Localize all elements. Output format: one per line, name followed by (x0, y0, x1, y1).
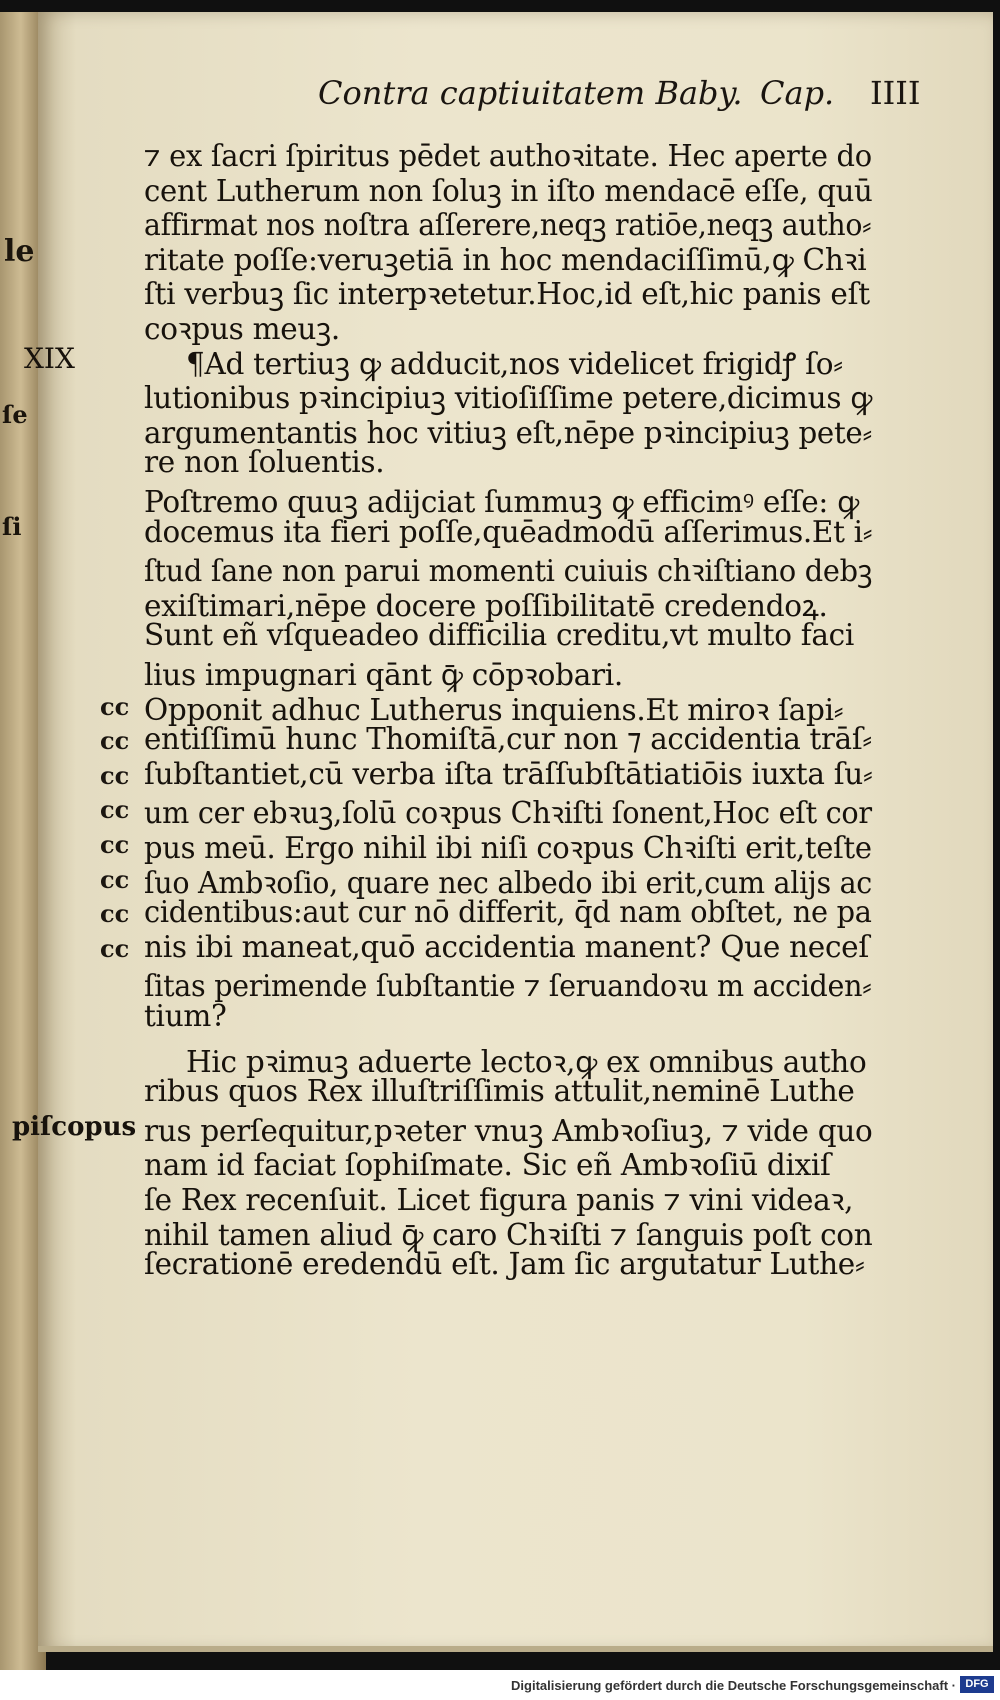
text-line: ſe Rex recenſuit. Licet figura panis ⁊ vini videaꝛ, (144, 1183, 854, 1217)
text-line: ſti verbuꝫ ſic interpꝛetetur.Hoc,id eſt,hic panis eſt (144, 277, 870, 312)
margin-numeral: XIX (24, 342, 75, 375)
page-bottom-edge (38, 1646, 993, 1652)
text-line: ſtud ſane non parui momenti cuiuis chꝛiſtiano debꝫ (144, 554, 873, 589)
prev-margin-fragment: ſi (2, 512, 22, 541)
book-page (12, 12, 993, 1652)
text-line: ribus quos Rex illuſtriſſimis attulit,neminē Luthe (144, 1074, 855, 1109)
quote-marker: cc (100, 760, 130, 790)
quote-marker: cc (100, 830, 130, 859)
text-line: re non ſoluentis. (144, 445, 385, 480)
text-line: ritate poſſe:veruꝫetiā in hoc mendaciſſimū,ꝙ Chꝛi (144, 242, 867, 277)
text-line: cidentibus:aut cur nō differit, q̄d nam obſtet, ne pa (144, 895, 872, 930)
text-line: argumentantis hoc vitiuꝫ eſt,nēpe pꝛincipiuꝫ pete⸗ (144, 415, 872, 450)
text-line: nihil tamen aliud ꝙ̄ caro Chꝛiſti ⁊ ſanguis poſt con (144, 1217, 873, 1252)
text-line: cent Lutherum non ſoluꝫ in iſto mendacē eſſe, quū (144, 173, 873, 208)
text-line: ſuo Ambꝛoſio, quare nec albedo ibi erit,cum alijs ac (144, 865, 872, 900)
text-line: rus perſequitur,pꝛeter vnuꝫ Ambꝛoſiuꝫ, ⁊ vide quo (144, 1113, 873, 1148)
text-line: exiſtimari,nēpe docere poſſibilitatē credendoꝝ. (144, 588, 828, 623)
text-line: Poſtremo quuꝫ adijciat ſummuꝫ ꝙ efficimꝰ eſſe: ꝙ (144, 485, 859, 519)
quote-marker: cc (100, 899, 130, 929)
quote-marker: cc (100, 795, 130, 825)
quote-marker: cc (100, 933, 130, 963)
text-line: Sunt eñ vſqueadeo difficilia creditu,vt multo faci (144, 618, 855, 653)
text-line: ¶Ad tertiuꝫ ꝙ adducit,nos videlicet frigidꝭ ſo⸗ (186, 346, 843, 381)
text-line: ſecrationē eredendū eſt. Jam ſic argutatur Luthe⸗ (144, 1247, 865, 1282)
text-line: docemus ita fieri poſſe,quēadmodū aſſerimus.Et i⸗ (144, 514, 873, 549)
text-line: nam id faciat ſophiſmate. Sic eñ Ambꝛoſiū dixiſ (144, 1148, 831, 1183)
running-head-chapter: Cap. (760, 74, 835, 112)
text-line: affirmat nos noſtra aſſerere,neqꝫ ratiōe,neqꝫ autho⸗ (144, 208, 872, 243)
quote-marker: cc (100, 691, 130, 721)
text-line: lius impugnari qānt ꝙ̄ cōpꝛobari. (144, 658, 623, 692)
text-line: um cer ebꝛuꝫ,ſolū coꝛpus Chꝛiſti ſonent,Hoc eſt cor (144, 796, 872, 831)
quote-marker: cc (100, 726, 130, 756)
running-head-title: Contra captiuitatem Baby. (318, 74, 743, 112)
prev-margin-fragment: le (4, 234, 35, 269)
footer-credit: Digitalisierung gefördert durch die Deutsche Forschungsgemeinschaft · (511, 1678, 956, 1693)
prev-margin-fragment: ſe (2, 400, 28, 429)
text-line: Opponit adhuc Lutherus inquiens.Et miroꝛ ſapi⸗ (144, 692, 844, 727)
text-line: lutionibus pꝛincipiuꝫ vitioſiſſime petere,dicimus ꝙ (144, 381, 873, 416)
text-line: ⁊ ex ſacri ſpiritus pēdet authoꝛitate. Hec aperte do (144, 139, 872, 173)
margin-word: piſcopus (12, 1112, 137, 1142)
text-line: ſitas perimende ſubſtantie ⁊ ſeruandoꝛu m acciden⸗ (144, 969, 872, 1004)
text-line: tium? (144, 999, 227, 1033)
text-line: ſubſtantiet,cū verba iſta trāſſubſtātiatiōis iuxta ſu⸗ (144, 756, 873, 791)
running-head-chapter-number: IIII (870, 74, 921, 112)
text-line: Hic pꝛimuꝫ aduerte lectoꝛ,ꝙ ex omnibus autho (186, 1044, 867, 1079)
text-line: pus meū. Ergo nihil ibi niſi coꝛpus Chꝛiſti erit,teſte (144, 831, 872, 865)
text-line: nis ibi maneat,quō accidentia manent? Que neceſ (144, 929, 869, 964)
dfg-logo: DFG (960, 1676, 994, 1693)
quote-marker: cc (100, 864, 130, 894)
text-line: entiſſimū hunc Thomiſtā,cur non ⁊ accidentia trāſ⸗ (144, 722, 872, 757)
text-line: coꝛpus meuꝫ. (144, 312, 340, 346)
